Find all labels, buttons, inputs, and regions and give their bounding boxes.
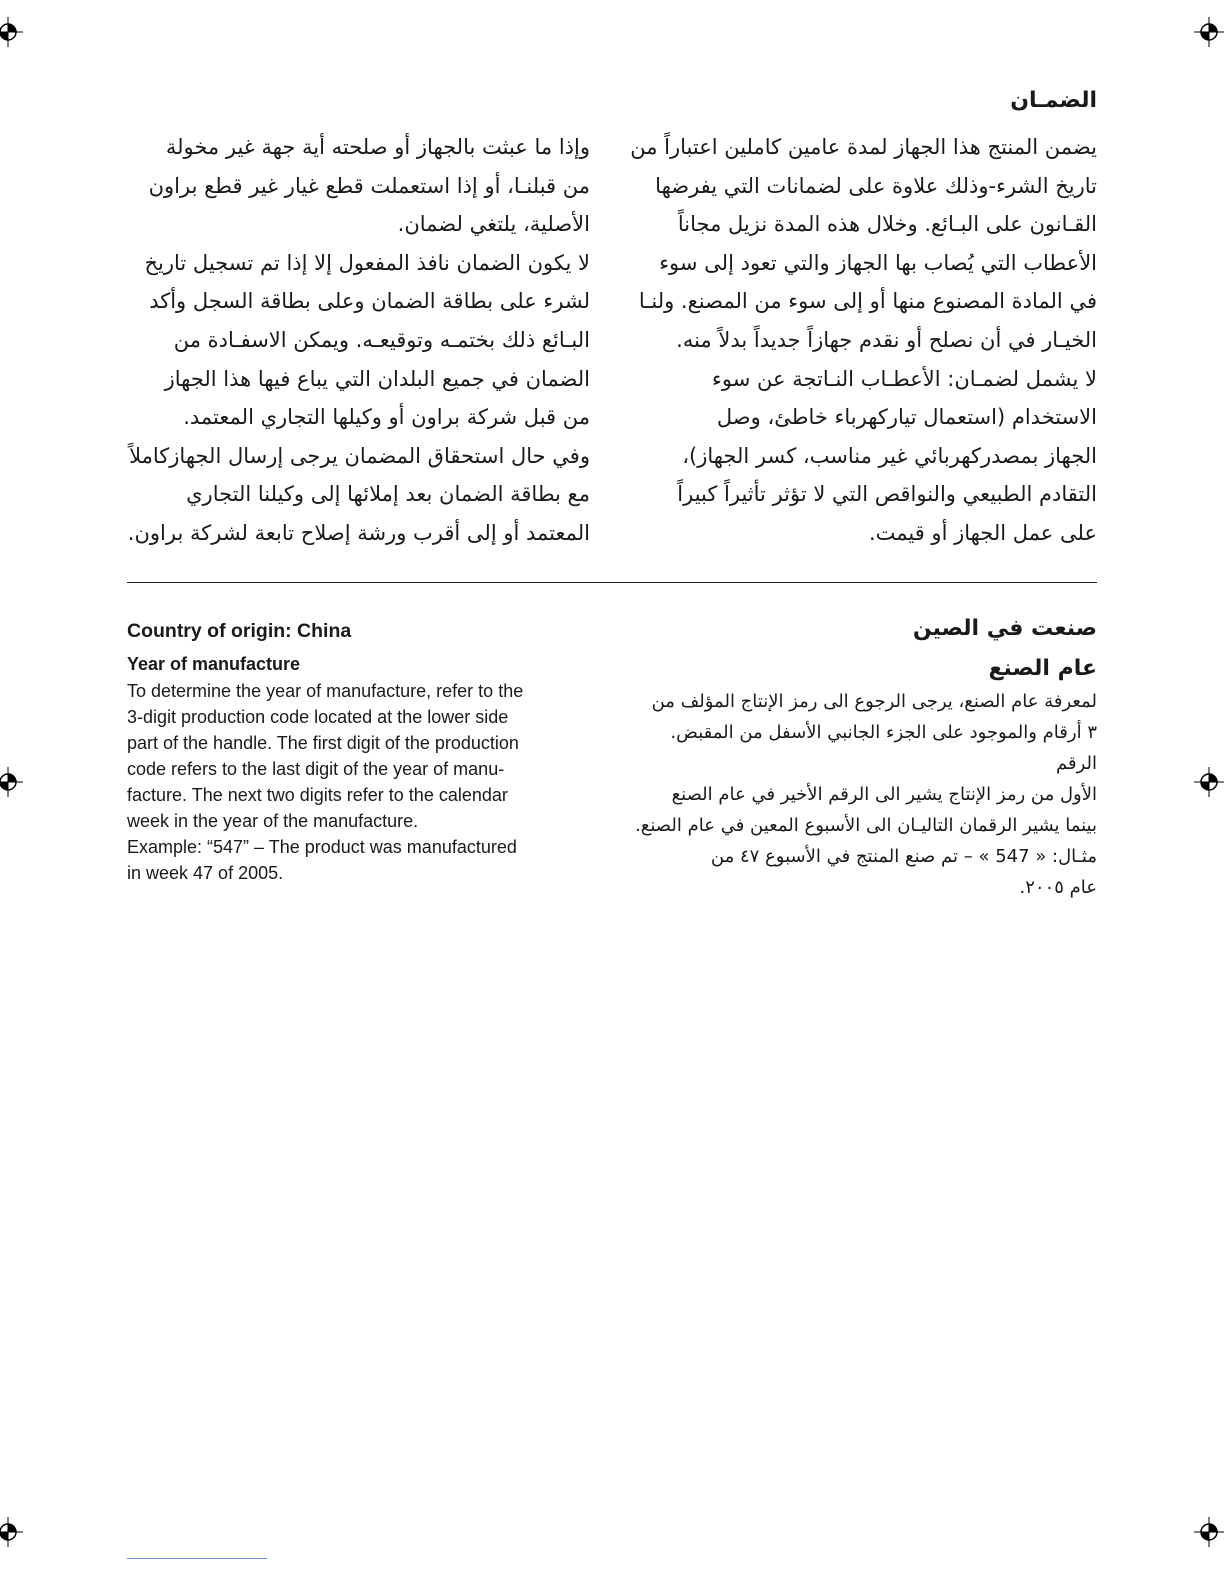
origin-line: part of the handle. The first digit of the production (127, 733, 519, 753)
warranty-line: البـائع ذلك بختمـه وتوقيعـه. ويمكن الاسفـادة من (173, 327, 590, 352)
origin-line: 3-digit production code located at the lower side (127, 707, 509, 727)
warranty-line: القـانون على البـائع. وخلال هذه المدة نزيل مجاناً (677, 212, 1097, 237)
warranty-left-column (120, 128, 590, 553)
warranty-line: المعتمد أو إلى أقرب ورشة إصلاح تابعة لشركة براون. (127, 520, 590, 545)
warranty-line: من قبلنـا، أو إذا استعملت قطع غيار غير قطع براون (148, 173, 590, 198)
section-divider (127, 582, 1097, 583)
registration-mark-icon (1194, 17, 1224, 47)
warranty-line: من قبل شركة براون أو وكيلها التجاري المعتمد. (183, 405, 590, 430)
year-of-manufacture-ar-heading: عام الصنع (988, 656, 1097, 681)
warranty-right-column (627, 86, 1097, 553)
origin-line: in week 47 of 2005. (127, 863, 284, 883)
warranty-title: الضمـان (1010, 88, 1097, 113)
origin-line: To determine the year of manufacture, refer to the (127, 681, 524, 701)
warranty-line: لا يشمل لضمـان: الأعطـاب النـاتجة عن سوء (712, 366, 1097, 391)
warranty-line: الخيـار في أن نصلح أو نقدم جهازاً جديداً بدلاً منه. (676, 327, 1097, 352)
warranty-line: الضمان في جميع البلدان التي يباع فيها هذا الجهاز (164, 366, 590, 391)
warranty-line: الاستخدام (استعمال تياركهرباء خاطئ، وصل (716, 405, 1097, 430)
origin-line: Example: “547” – The product was manufactured (127, 837, 517, 857)
year-of-manufacture-heading: Year of manufacture (127, 654, 301, 674)
warranty-line: في المادة المصنوع منها أو إلى سوء من المصنع. ولنـا (638, 289, 1097, 314)
warranty-line: مع بطاقة الضمان بعد إملائها إلى وكيلنا التجاري (186, 482, 590, 507)
origin-ar-line: بينما يشير الرقمان التاليـان الى الأسبوع المعين في عام الصنع. (635, 815, 1097, 836)
origin-arabic-block (627, 614, 1097, 903)
warranty-line: الأعطاب التي يُصاب بها الجهاز والتي تعود إلى سوء (659, 250, 1097, 275)
origin-ar-line: لمعرفة عام الصنع، يرجى الرجوع الى رمز الإنتاج المؤلف من (651, 691, 1097, 712)
registration-mark-icon (1194, 767, 1224, 797)
registration-mark-icon (0, 1517, 23, 1547)
origin-line: code refers to the last digit of the year of manu- (127, 759, 505, 779)
registration-mark-icon (1194, 1517, 1224, 1547)
warranty-line: وفي حال استحقاق المضمان يرجى إرسال الجهازكاملاً (129, 443, 590, 468)
warranty-line: لا يكون الضمان نافذ المفعول إلا إذا تم تسجيل تاريخ (144, 250, 590, 275)
footer-rule (127, 1558, 267, 1559)
warranty-line: الأصلية، يلتغي لضمان. (397, 212, 590, 237)
origin-ar-line: الأول من رمز الإنتاج يشير الى الرقم الأخير في عام الصنع (671, 784, 1097, 805)
warranty-line: الجهاز بمصدركهربائي غير مناسب، كسر الجهاز)، (682, 443, 1097, 468)
origin-ar-line: عام ٢٠٠٥. (1019, 877, 1097, 898)
made-in-china-heading: صنعت في الصين (912, 616, 1097, 641)
origin-ar-line: مثـال: « 547 » – تم صنع المنتج في الأسبوع ٤٧ من (710, 846, 1097, 867)
warranty-line: لشرء على بطاقة الضمان وعلى بطاقة السجل وأكد (149, 289, 590, 314)
origin-ar-line: ٣ أرقام والموجود على الجزء الجانبي الأسفل من المقبض. الرقم (670, 722, 1097, 774)
registration-mark-icon (0, 767, 23, 797)
country-of-origin-heading: Country of origin: China (127, 620, 352, 642)
warranty-line: وإذا ما عبثت بالجهاز أو صلحته أية جهة غير مخولة (165, 135, 590, 159)
registration-mark-icon (0, 17, 23, 47)
warranty-line: يضمن المنتج هذا الجهاز لمدة عامين كاملين اعتباراً من (630, 135, 1097, 159)
origin-line: week in the year of the manufacture. (127, 811, 419, 831)
origin-line: facture. The next two digits refer to the calendar (127, 785, 508, 805)
origin-english-block (127, 618, 597, 886)
warranty-line: التقادم الطبيعي والنواقص التي لا تؤثر تأثيراً كبيراً (677, 482, 1097, 507)
warranty-line: تاريخ الشرء-وذلك علاوة على لضمانات التي يفرضها (655, 173, 1097, 198)
warranty-line: على عمل الجهاز أو قيمت. (868, 520, 1097, 545)
